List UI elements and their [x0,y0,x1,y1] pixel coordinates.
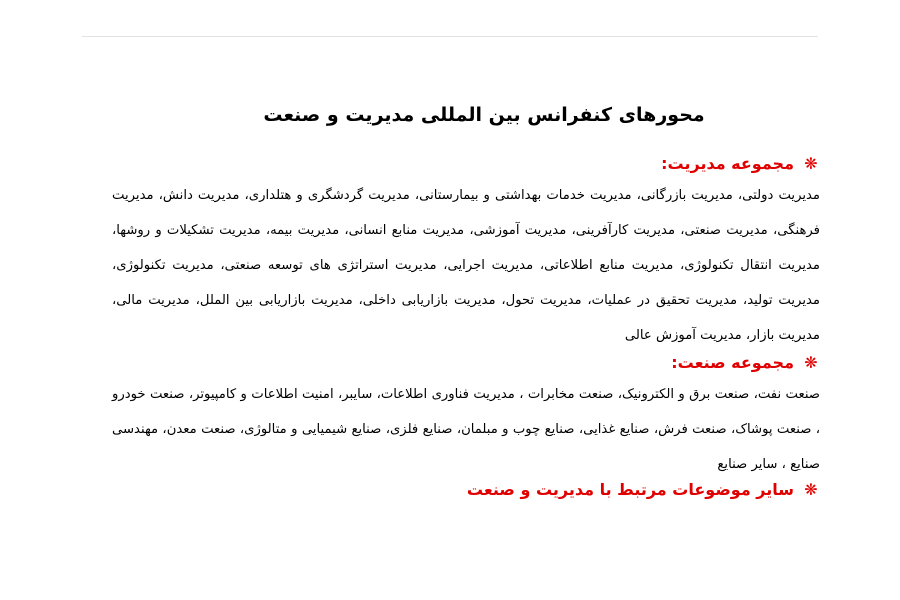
section-industry [112,349,820,482]
section-heading-text: مجموعه مدیریت: [661,154,794,173]
section-heading [112,349,820,377]
section-management [112,150,820,353]
section-body-text: مدیریت دولتی، مدیریت بازرگانی، مدیریت خدمات بهداشتی و بیمارستانی، مدیریت گردشگری و هتلداری، مدیریت دانش، مدیریت فرهنگی، مدیریت صنعتی، مدیریت کارآفرینی، مدیریت آموزشی، مدیریت منابع انسانی، مدیریت بیمه، مدیریت تشکیلات و روشها، مدیریت انتقال تکنولوژی، مدیریت منابع اطلاعاتی، مدیریت اجرایی، مدیریت استراتژی های توسعه صنعتی، مدیریت تکنولوژی، مدیریت تولید، مدیریت تحقیق در عملیات، مدیریت تحول، مدیریت بازاریابی داخلی، مدیریت بازاریابی بین الملل، مدیریت مالی، مدیریت بازار، مدیریت آموزش عالی [112,188,820,343]
section-heading [112,150,820,178]
document-content [112,100,820,504]
section-heading-text: مجموعه صنعت: [671,353,794,372]
section-body-text: صنعت نفت، صنعت برق و الکترونیک، صنعت مخابرات ، مدیریت فناوری اطلاعات، سایبر، امنیت اطلاعات و کامپیوتر، صنعت خودرو ، صنعت پوشاک، صنعت فرش، صنایع غذایی، صنایع چوب و مبلمان، صنایع فلزی، صنایع شیمیایی و متالوژی، صنعت معدن، مهندسی صنایع ، سایر صنایع [112,387,820,472]
section-heading [112,476,820,504]
document-title: محورهای کنفرانس بین المللی مدیریت و صنعت [263,104,705,126]
page-top-border [82,36,818,37]
asterisk-bullet-icon: ❋ [804,480,818,499]
section-other-topics [112,476,820,504]
asterisk-bullet-icon: ❋ [804,154,818,173]
section-heading-text: سایر موضوعات مرتبط با مدیریت و صنعت [466,480,794,499]
asterisk-bullet-icon: ❋ [804,353,818,372]
